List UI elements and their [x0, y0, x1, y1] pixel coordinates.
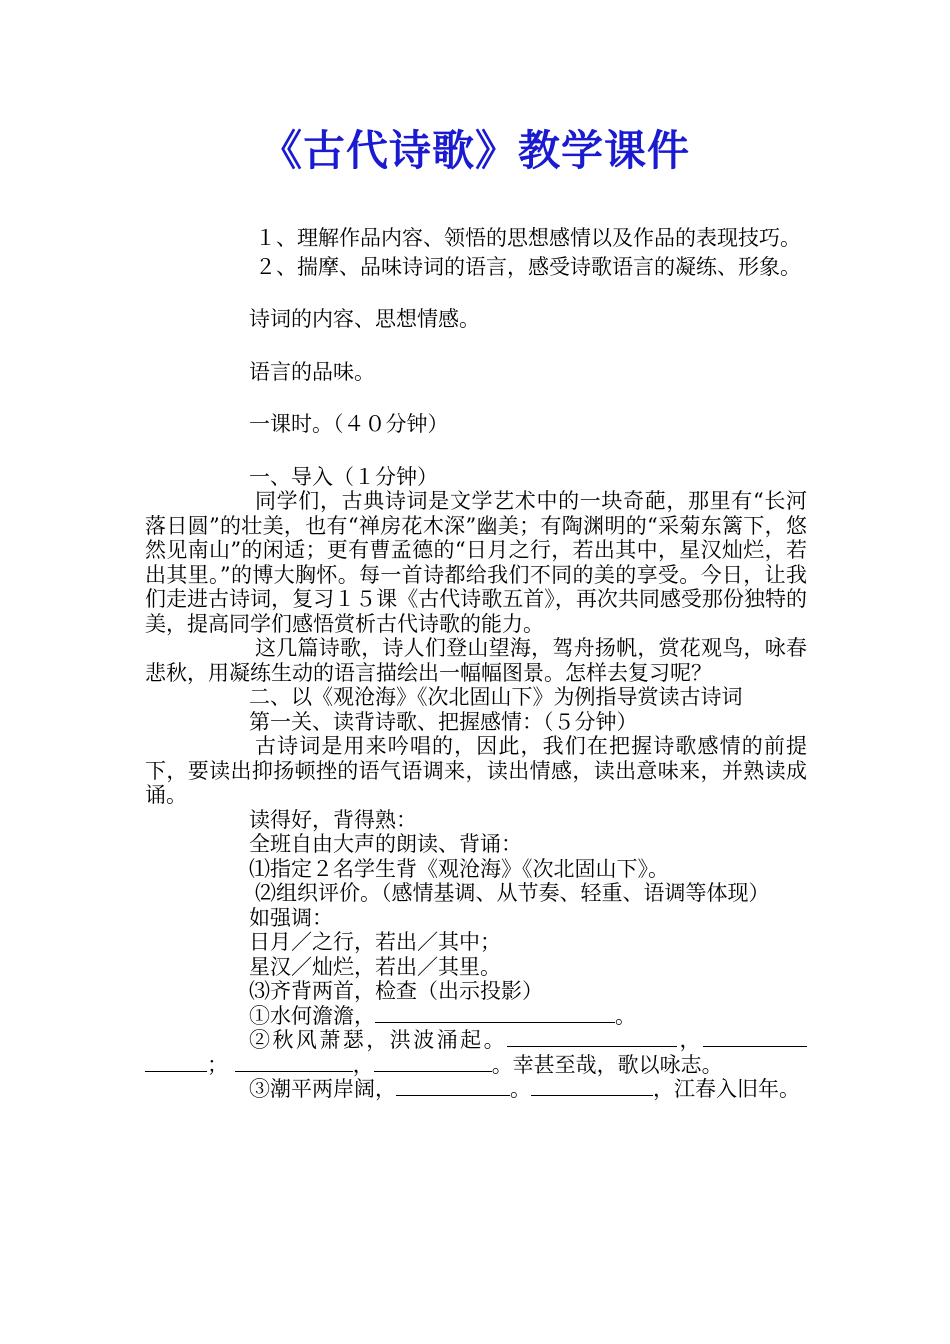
- emphasis-label: 如强调：: [249, 905, 333, 930]
- fill-blank-1: [145, 1004, 807, 1029]
- document-title: 《古代诗歌》教学课件: [259, 126, 690, 175]
- fill-blank-2: [145, 1028, 807, 1077]
- fill-1-text-b: 。: [615, 1003, 636, 1028]
- fill-3-text-c: ，江春入旧年。: [653, 1077, 800, 1101]
- step-2: ⑵组织评价。（感情基调、从节奏、轻重、语调等体现）: [255, 881, 770, 905]
- blank-line[interactable]: [531, 1077, 653, 1096]
- stage-1-heading: 第一关、读背诗歌、把握感情：（５分钟）: [249, 709, 638, 734]
- class-recite: 全班自由大声的朗读、背诵：: [249, 832, 522, 856]
- blank-line[interactable]: [145, 1053, 207, 1072]
- difficult-point: 语言的品味。: [249, 359, 375, 384]
- class-hours: 一课时。（４０分钟）: [249, 412, 449, 436]
- blank-line[interactable]: [374, 1053, 492, 1072]
- section-intro-heading: 一、导入（１分钟）: [249, 464, 438, 489]
- rhythm-line-2: 星汉／灿烂，若出／其里。: [249, 954, 501, 979]
- key-point: 诗词的内容、思想情感。: [249, 307, 480, 331]
- blank-line[interactable]: [396, 1077, 510, 1096]
- reading-goal: 读得好，背得熟：: [249, 807, 417, 832]
- rhythm-line-1: 日月／之行，若出／其中；: [249, 930, 501, 954]
- objective-2: ２、揣摩、品味诗词的语言，感受诗歌语言的凝练、形象。: [255, 254, 801, 279]
- fill-2-text-d: ，: [352, 1052, 374, 1077]
- blank-line[interactable]: [375, 1004, 615, 1023]
- objective-1: １、理解作品内容、领悟的思想感情以及作品的表现技巧。: [255, 226, 801, 250]
- blank-line[interactable]: [235, 1053, 353, 1072]
- fill-2-text-b: ，: [677, 1028, 704, 1052]
- fill-3-text-a: ③潮平两岸阔，: [249, 1077, 396, 1101]
- blank-line[interactable]: [507, 1028, 677, 1047]
- fill-2-text-a: ②秋风萧瑟，洪波涌起。: [249, 1028, 508, 1052]
- reading-paragraph: 古诗词是用来吟唱的，因此，我们在把握诗歌感情的前提下，要读出抑扬顿挫的语气语调来，读出情感，读出意味来，并熟读成诵。: [145, 734, 807, 807]
- review-question: 这几篇诗歌，诗人们登山望海，驾舟扬帆，赏花观鸟，咏春悲秋，用凝练生动的语言描绘出一幅幅图景。怎样去复习呢？: [145, 636, 807, 685]
- section-2-heading: 二、以《观沧海》《次北固山下》为例指导赏读古诗词: [249, 685, 743, 709]
- fill-1-text-a: ①水何澹澹，: [249, 1003, 375, 1028]
- fill-3-text-b: 。: [510, 1077, 531, 1101]
- fill-blank-3: [145, 1077, 807, 1102]
- intro-paragraph: 同学们，古典诗词是文学艺术中的一块奇葩，那里有“长河落日圆”的壮美，也有“禅房花木深”幽美；有陶渊明的“采菊东篱下，悠然见南山”的闲适；更有曹孟德的“日月之行，若出其中，星汉灿烂，若出其里。”的博大胸怀。每一首诗都给我们不同的美的享受。今日，让我们走进古诗词，复习１５课《古代诗歌五首》，再次共同感受那份独特的美，提高同学们感悟赏析古代诗歌的能力。: [145, 489, 807, 636]
- blank-line[interactable]: [703, 1028, 807, 1047]
- document-body: [145, 226, 807, 1102]
- step-1: ⑴指定２名学生背《观沧海》《次北固山下》。: [249, 856, 669, 881]
- fill-2-text-c: ；: [207, 1052, 228, 1077]
- fill-2-text-e: 。幸甚至哉，歌以咏志。: [491, 1052, 723, 1077]
- step-3: ⑶齐背两首，检查（出示投影）: [249, 979, 543, 1003]
